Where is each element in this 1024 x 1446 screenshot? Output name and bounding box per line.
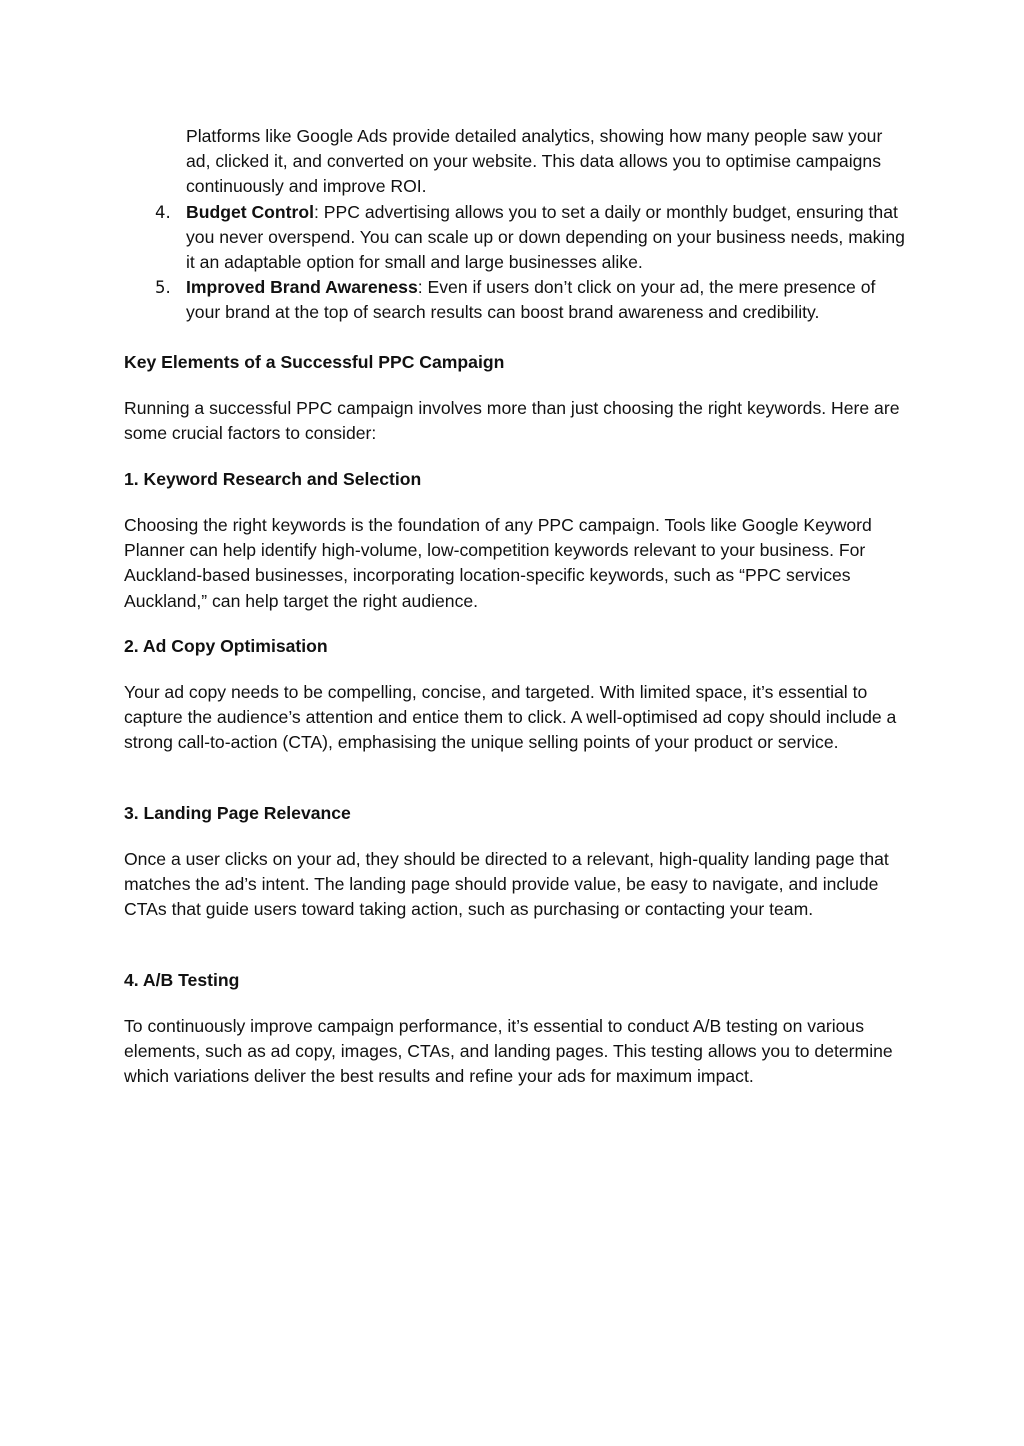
list-number-4: 4. bbox=[155, 203, 171, 222]
subsection-body-landing-page: Once a user clicks on your ad, they should be directed to a relevant, high-quality landing page that matches the ad’s intent. The landing page should provide value, be easy to navigate, and include CTAs that guide users toward taking action, such as purchasing or contacting your team. bbox=[124, 849, 889, 920]
subsection-body-keyword-research: Choosing the right keywords is the foundation of any PPC campaign. Tools like Google Keyword Planner can help identify high-volume, low-competition keywords relevant to your business. For Auckland-based businesses, incorporating location-specific keywords, such as “PPC services Auckland,” can help target the right audience. bbox=[124, 515, 872, 611]
list-item-budget-control bbox=[186, 200, 906, 276]
section-intro: Running a successful PPC campaign involves more than just choosing the right keywords. Here are some crucial factors to consider: bbox=[124, 398, 900, 444]
list-item-text: : Even if users don’t click on your ad, the mere presence of your brand at the top of search results can boost brand awareness and credibility. bbox=[186, 277, 876, 323]
list-item-text: : PPC advertising allows you to set a daily or monthly budget, ensuring that you never overspend. You can scale up or down depending on your business needs, making it an adaptable option for small and large businesses alike. bbox=[186, 202, 905, 273]
list-item-title: Improved Brand Awareness bbox=[186, 277, 418, 297]
section-heading: Key Elements of a Successful PPC Campaign bbox=[124, 352, 505, 372]
list-continuation-text: Platforms like Google Ads provide detailed analytics, showing how many people saw your ad, clicked it, and converted on your website. This data allows you to optimise campaigns continuously and improve ROI. bbox=[186, 126, 883, 197]
subsection-heading-keyword-research: 1. Keyword Research and Selection bbox=[124, 469, 422, 489]
list-item-brand-awareness bbox=[186, 275, 906, 325]
subsection-heading-ab-testing: 4. A/B Testing bbox=[124, 970, 240, 990]
list-number-5: 5. bbox=[155, 278, 171, 297]
subsection-heading-landing-page: 3. Landing Page Relevance bbox=[124, 803, 351, 823]
subsection-body-ad-copy: Your ad copy needs to be compelling, concise, and targeted. With limited space, it’s essential to capture the audience’s attention and entice them to click. A well-optimised ad copy should include a strong call-to-action (CTA), emphasising the unique selling points of your product or service. bbox=[124, 682, 897, 753]
subsection-heading-ad-copy: 2. Ad Copy Optimisation bbox=[124, 636, 328, 656]
list-item-title: Budget Control bbox=[186, 202, 315, 222]
subsection-body-ab-testing: To continuously improve campaign performance, it’s essential to conduct A/B testing on various elements, such as ad copy, images, CTAs, and landing pages. This testing allows you to determine which variations deliver the best results and refine your ads for maximum impact. bbox=[124, 1016, 893, 1087]
